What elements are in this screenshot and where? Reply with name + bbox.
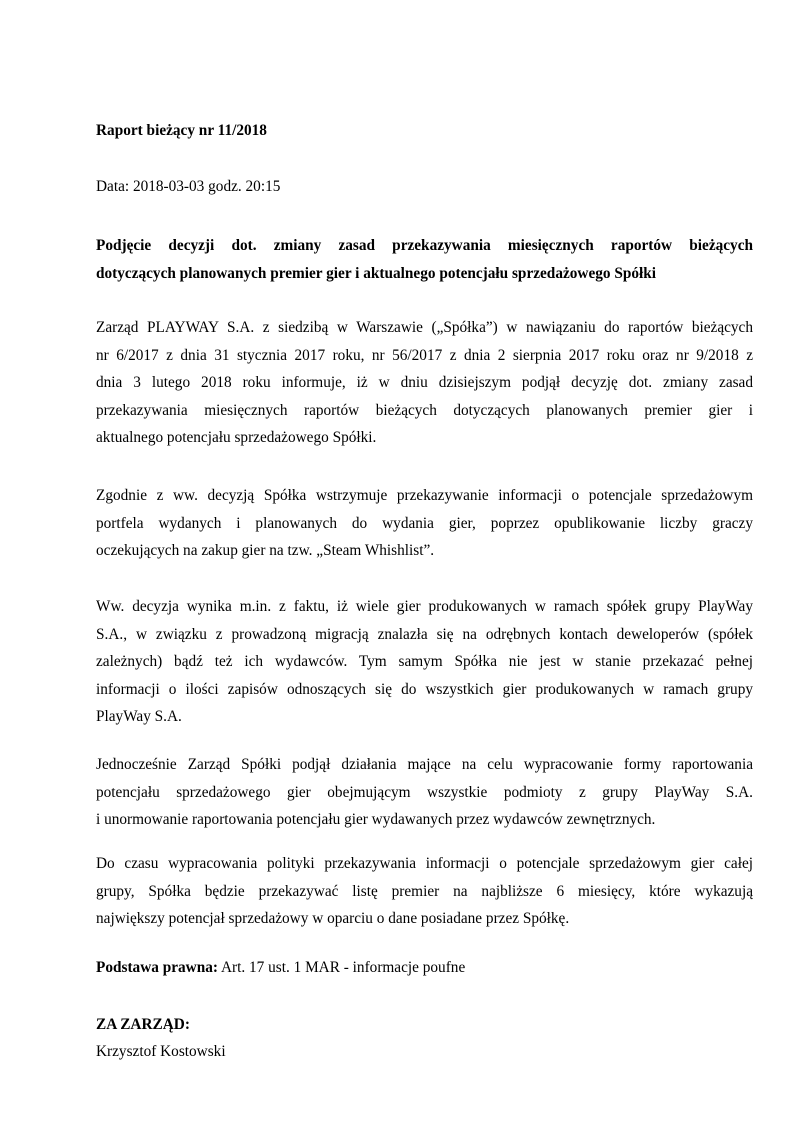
paragraph-1	[96, 314, 753, 452]
paragraph-line: Zgodnie z ww. decyzją Spółka wstrzymuje przekazywanie informacji o potencjale sprzedażowym	[96, 487, 753, 504]
paragraph-line: przekazywania miesięcznych raportów bieżących dotyczących planowanych premier gier i	[96, 401, 753, 419]
signature-name: Krzysztof Kostowski	[96, 1043, 226, 1060]
legal-basis	[96, 958, 753, 978]
legal-basis-value: Art. 17 ust. 1 MAR - informacje poufne	[217, 959, 466, 976]
paragraph-line: S.A., w związku z prowadzoną migracją znalazła się na odrębnych kontach deweloperów (spółek	[96, 625, 753, 643]
paragraph-line: Do czasu wypracowania polityki przekazywania informacji o potencjale sprzedażowym gier całej	[96, 855, 753, 872]
paragraph-line: portfela wydanych i planowanych do wydania gier, poprzez opublikowanie liczby graczy	[96, 514, 753, 532]
paragraph-3	[96, 593, 753, 731]
paragraph-line: oczekujących na zakup gier na tzw. „Steam Whishlist”.	[96, 542, 435, 559]
paragraph-line: największy potencjał sprzedażowy w oparciu o dane posiadane przez Spółkę.	[96, 910, 570, 927]
paragraph-line: i unormowanie raportowania potencjału gier wydawanych przez wydawców zewnętrznych.	[96, 811, 656, 828]
paragraph-line: Ww. decyzja wynika m.in. z faktu, iż wiele gier produkowanych w ramach spółek grupy PlayWay	[96, 598, 753, 615]
paragraph-line: grupy, Spółka będzie przekazywać listę premier na najbliższe 6 miesięcy, które wykazują	[96, 882, 753, 900]
report-date: Data: 2018-03-03 godz. 20:15	[96, 178, 281, 195]
paragraph-line: Jednocześnie Zarząd Spółki podjął działania mające na celu wypracowanie formy raportowania	[96, 756, 753, 773]
report-title: Raport bieżący nr 11/2018	[96, 122, 267, 139]
subject-line: Podjęcie decyzji dot. zmiany zasad przekazywania miesięcznych raportów bieżących	[96, 237, 753, 254]
paragraph-line: zależnych) bądź też ich wydawców. Tym samym Spółka nie jest w stanie przekazać pełnej	[96, 653, 753, 670]
paragraph-2	[96, 482, 753, 565]
paragraph-line: nr 6/2017 z dnia 31 stycznia 2017 roku, nr 56/2017 z dnia 2 sierpnia 2017 roku oraz nr 9/2018 z	[96, 346, 753, 364]
report-subject	[96, 232, 753, 287]
paragraph-line: aktualnego potencjału sprzedażowego Spółki.	[96, 429, 377, 446]
legal-basis-label: Podstawa prawna:	[96, 959, 218, 976]
paragraph-5	[96, 850, 753, 933]
subject-line: dotyczących planowanych premier gier i aktualnego potencjału sprzedażowego Spółki	[96, 264, 657, 282]
paragraph-4	[96, 751, 753, 834]
paragraph-line: informacji o ilości zapisów odnoszących się do wszystkich gier produkowanych w ramach grupy	[96, 680, 753, 698]
paragraph-line: potencjału sprzedażowego gier obejmującym wszystkie podmioty z grupy PlayWay S.A.	[96, 783, 753, 801]
signature-heading: ZA ZARZĄD:	[96, 1016, 190, 1033]
paragraph-line: dnia 3 lutego 2018 roku informuje, iż w dniu dzisiejszym podjął decyzję dot. zmiany zasad	[96, 374, 753, 391]
paragraph-line: Zarząd PLAYWAY S.A. z siedzibą w Warszawie („Spółka”) w nawiązaniu do raportów bieżących	[96, 319, 753, 336]
paragraph-line: PlayWay S.A.	[96, 708, 182, 725]
